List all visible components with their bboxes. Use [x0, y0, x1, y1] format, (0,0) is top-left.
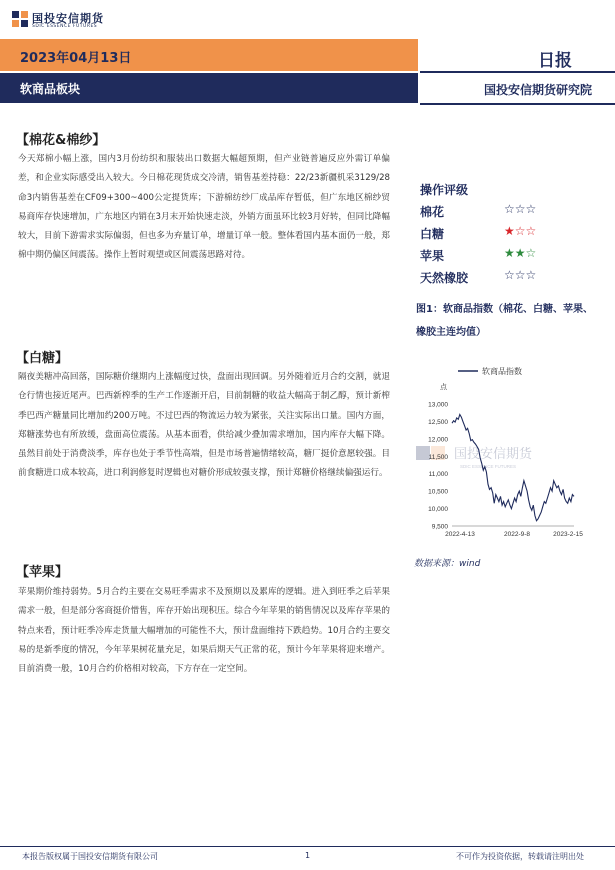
y-tick-label: 10,500	[428, 488, 448, 496]
rating-title: 操作评级	[420, 183, 469, 197]
star-rating-icon: ★☆☆	[504, 224, 537, 238]
footer-divider	[0, 846, 615, 847]
section-title-sugar: 【白糖】	[16, 351, 69, 366]
section-title-apple: 【苹果】	[16, 565, 69, 580]
data-source: 数据来源：wind	[414, 559, 481, 569]
header-divider-top	[420, 71, 615, 73]
rating-row-cotton	[420, 203, 570, 225]
y-tick-label: 12,500	[428, 418, 448, 426]
logo-text: 国投安信期货	[32, 12, 104, 25]
footer-disclaimer: 不可作为投资依据，转载请注明出处	[456, 852, 584, 861]
section-name: 软商品板块	[20, 82, 81, 96]
logo-mark-icon	[12, 11, 28, 27]
star-rating-icon: ★★☆	[504, 246, 537, 260]
paragraph: 今天郑棉小幅上涨，国内3月份纺织和服装出口数据大幅超预期，但产业链普遍反应外需订单偏差，和企业实际感受出入较大。今日棉花现货成交冷清，销售基差持稳：22/23新疆机采3129/28命3内销售基差在CF09+300~400公定提货库；下游棉纺纱厂成品库存暂低，但广东地区棉纱贸易商库存快速增加，广东地区内销在3月末开始快速走淡，外销方面虽环比较3月好转，但同比降幅较大，目前下游需求实际偏弱，但也多为弃量订单，增量订单一般。整体看国内基本面仍一般，郑棉中期仍偏区间震荡。操作上暂时观望或区间震荡思路对待。	[18, 154, 390, 261]
paragraph: 隔夜美糖冲高回落，国际糖价继期内上涨幅度过快，盘面出现回调。另外随着近月合约交割，就退仓行情也接近尾声。巴西新榨季的生产工作逐渐开启，目前制糖的收益大幅高于制乙醇，预计新榨季巴西产糖量同比增加约200万吨。不过巴西的物流运力较为紧张，关注实际出口量。国内方面，郑糖涨势也有所放缓，盘面高位震荡。从基本面看，供给减少叠加需求增加，国内库存大幅下降。虽然目前处于消费淡季，库存也处于季节性高端，但是市场普遍情绪较高，糖厂挺价意愿较强。目前食糖进口成本较高，进口利润修复时逻辑也对糖价形成较强支撑，预计郑糖价格继续偏强运行。	[18, 372, 390, 479]
rating-row-sugar	[420, 225, 570, 247]
rating-row-rubber	[420, 269, 570, 291]
rating-name: 棉花	[420, 205, 445, 219]
x-tick-label: 2023-2-15	[553, 531, 583, 538]
rating-name: 白糖	[420, 227, 445, 241]
legend-label: 软商品指数	[482, 367, 522, 376]
rating-name: 天然橡胶	[420, 271, 469, 285]
x-tick-label: 2022-9-8	[503, 531, 531, 538]
chart-legend	[458, 366, 522, 376]
watermark-text: 国投安信期货	[454, 446, 533, 461]
header-divider-bottom	[420, 103, 615, 105]
rating-name: 苹果	[420, 249, 445, 263]
x-tick-label: 2022-4-13	[445, 531, 475, 538]
section-body-apple	[18, 583, 390, 679]
report-type: 日报	[538, 51, 572, 71]
logo-subtext: SDIC ESSENCE FUTURES	[32, 24, 98, 29]
institute-name: 国投安信期货研究院	[484, 83, 593, 97]
paragraph: 苹果期价维持弱势。5月合约主要在交易旺季需求不及预期以及累库的逻辑。进入到旺季之后苹果需求一般，但是部分客商挺价惜售，库存开始出现积压。综合今年苹果的销售情况以及库存苹果的特点来看，预计旺季冷库走货量大幅增加的可能性不大，预计盘面维持下跌趋势。10月合约主要交易的是新季度的情况，今年苹果树花量充足，如果后期天气正常的花，预计今年苹果将迎来增产。目前消费一般，10月合约价格相对较高，下方存在一定空间。	[18, 587, 390, 675]
soft-commodity-index-chart	[414, 360, 604, 548]
watermark-subtext: SDIC ESSENCE FUTURES	[460, 464, 517, 469]
y-tick-label: 10,000	[428, 506, 448, 514]
y-tick-label: 12,000	[428, 436, 448, 444]
star-rating-icon: ☆☆☆	[504, 202, 537, 216]
section-body-cotton	[18, 150, 390, 266]
company-logo	[12, 9, 132, 31]
figure-caption: 图1：软商品指数（棉花、白糖、苹果、橡胶主连均值）	[416, 304, 593, 338]
footer-copyright: 本报告版权属于国投安信期货有限公司	[22, 852, 158, 861]
section-body-sugar	[18, 368, 390, 484]
section-title-cotton: 【棉花&棉纱】	[16, 133, 106, 148]
y-axis-label: 点	[440, 384, 447, 391]
page-number: 1	[305, 851, 311, 860]
y-tick-label: 9,500	[431, 523, 448, 531]
y-tick-label: 11,000	[428, 471, 448, 479]
rating-row-apple	[420, 247, 570, 269]
report-date: 2023年04月13日	[20, 51, 132, 66]
star-rating-icon: ☆☆☆	[504, 268, 537, 282]
y-tick-label: 13,000	[428, 401, 448, 409]
y-tick-label: 11,500	[428, 453, 448, 461]
